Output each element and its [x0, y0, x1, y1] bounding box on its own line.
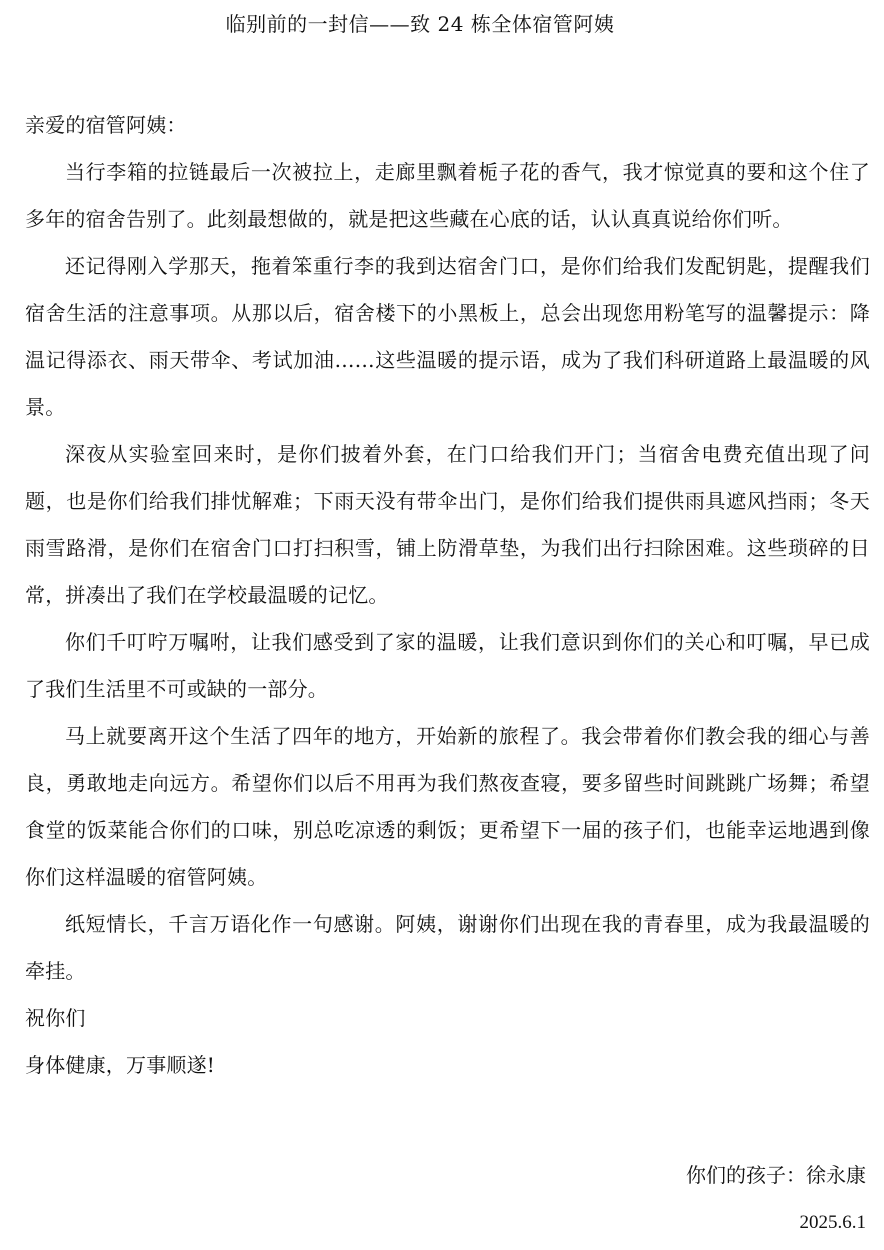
paragraph-3: 深夜从实验室回来时，是你们披着外套，在门口给我们开门；当宿舍电费充值出现了问题，也是你们给我们排忧解难；下雨天没有带伞出门，是你们给我们提供雨具遮风挡雨；冬天雨雪路滑，是你们在宿舍门口打扫积雪，铺上防滑草垫，为我们出行扫除困难。这些琐碎的日常，拼凑出了我们在学校最温暖的记忆。 [25, 442, 870, 607]
paragraph-5: 马上就要离开这个生活了四年的地方，开始新的旅程了。我会带着你们教会我的细心与善良，勇敢地走向远方。希望你们以后不用再为我们熬夜查寝，要多留些时间跳跳广场舞；希望食堂的饭菜能合你们的口味，别总吃凉透的剩饭；更希望下一届的孩子们，也能幸运地遇到像你们这样温暖的宿管阿姨。 [25, 724, 870, 889]
letter-title: 临别前的一封信——致 24 栋全体宿管阿姨 [225, 12, 615, 36]
letter-greeting: 亲爱的宿管阿姨： [25, 113, 187, 137]
paragraph-1: 当行李箱的拉链最后一次被拉上，走廊里飘着栀子花的香气，我才惊觉真的要和这个住了多年的宿舍告别了。此刻最想做的，就是把这些藏在心底的话，认认真真说给你们听。 [25, 160, 870, 231]
letter-date: 2025.6.1 [799, 1212, 866, 1233]
closing-blessing: 身体健康，万事顺遂! [25, 1053, 216, 1077]
paragraph-6: 纸短情长，千言万语化作一句感谢。阿姨，谢谢你们出现在我的青春里，成为我最温暖的牵挂。 [25, 912, 870, 983]
letter-signature: 你们的孩子：徐永康 [686, 1163, 866, 1187]
letter-body [25, 102, 870, 1089]
paragraph-4: 你们千叮咛万嘱咐，让我们感受到了家的温暖，让我们意识到你们的关心和叮嘱，早已成了我们生活里不可或缺的一部分。 [25, 630, 870, 701]
paragraph-2: 还记得刚入学那天，拖着笨重行李的我到达宿舍门口，是你们给我们发配钥匙，提醒我们宿舍生活的注意事项。从那以后，宿舍楼下的小黑板上，总会出现您用粉笔写的温馨提示：降温记得添衣、雨天带伞、考试加油……这些温暖的提示语，成为了我们科研道路上最温暖的风景。 [25, 254, 870, 419]
closing-wish: 祝你们 [25, 1006, 86, 1030]
